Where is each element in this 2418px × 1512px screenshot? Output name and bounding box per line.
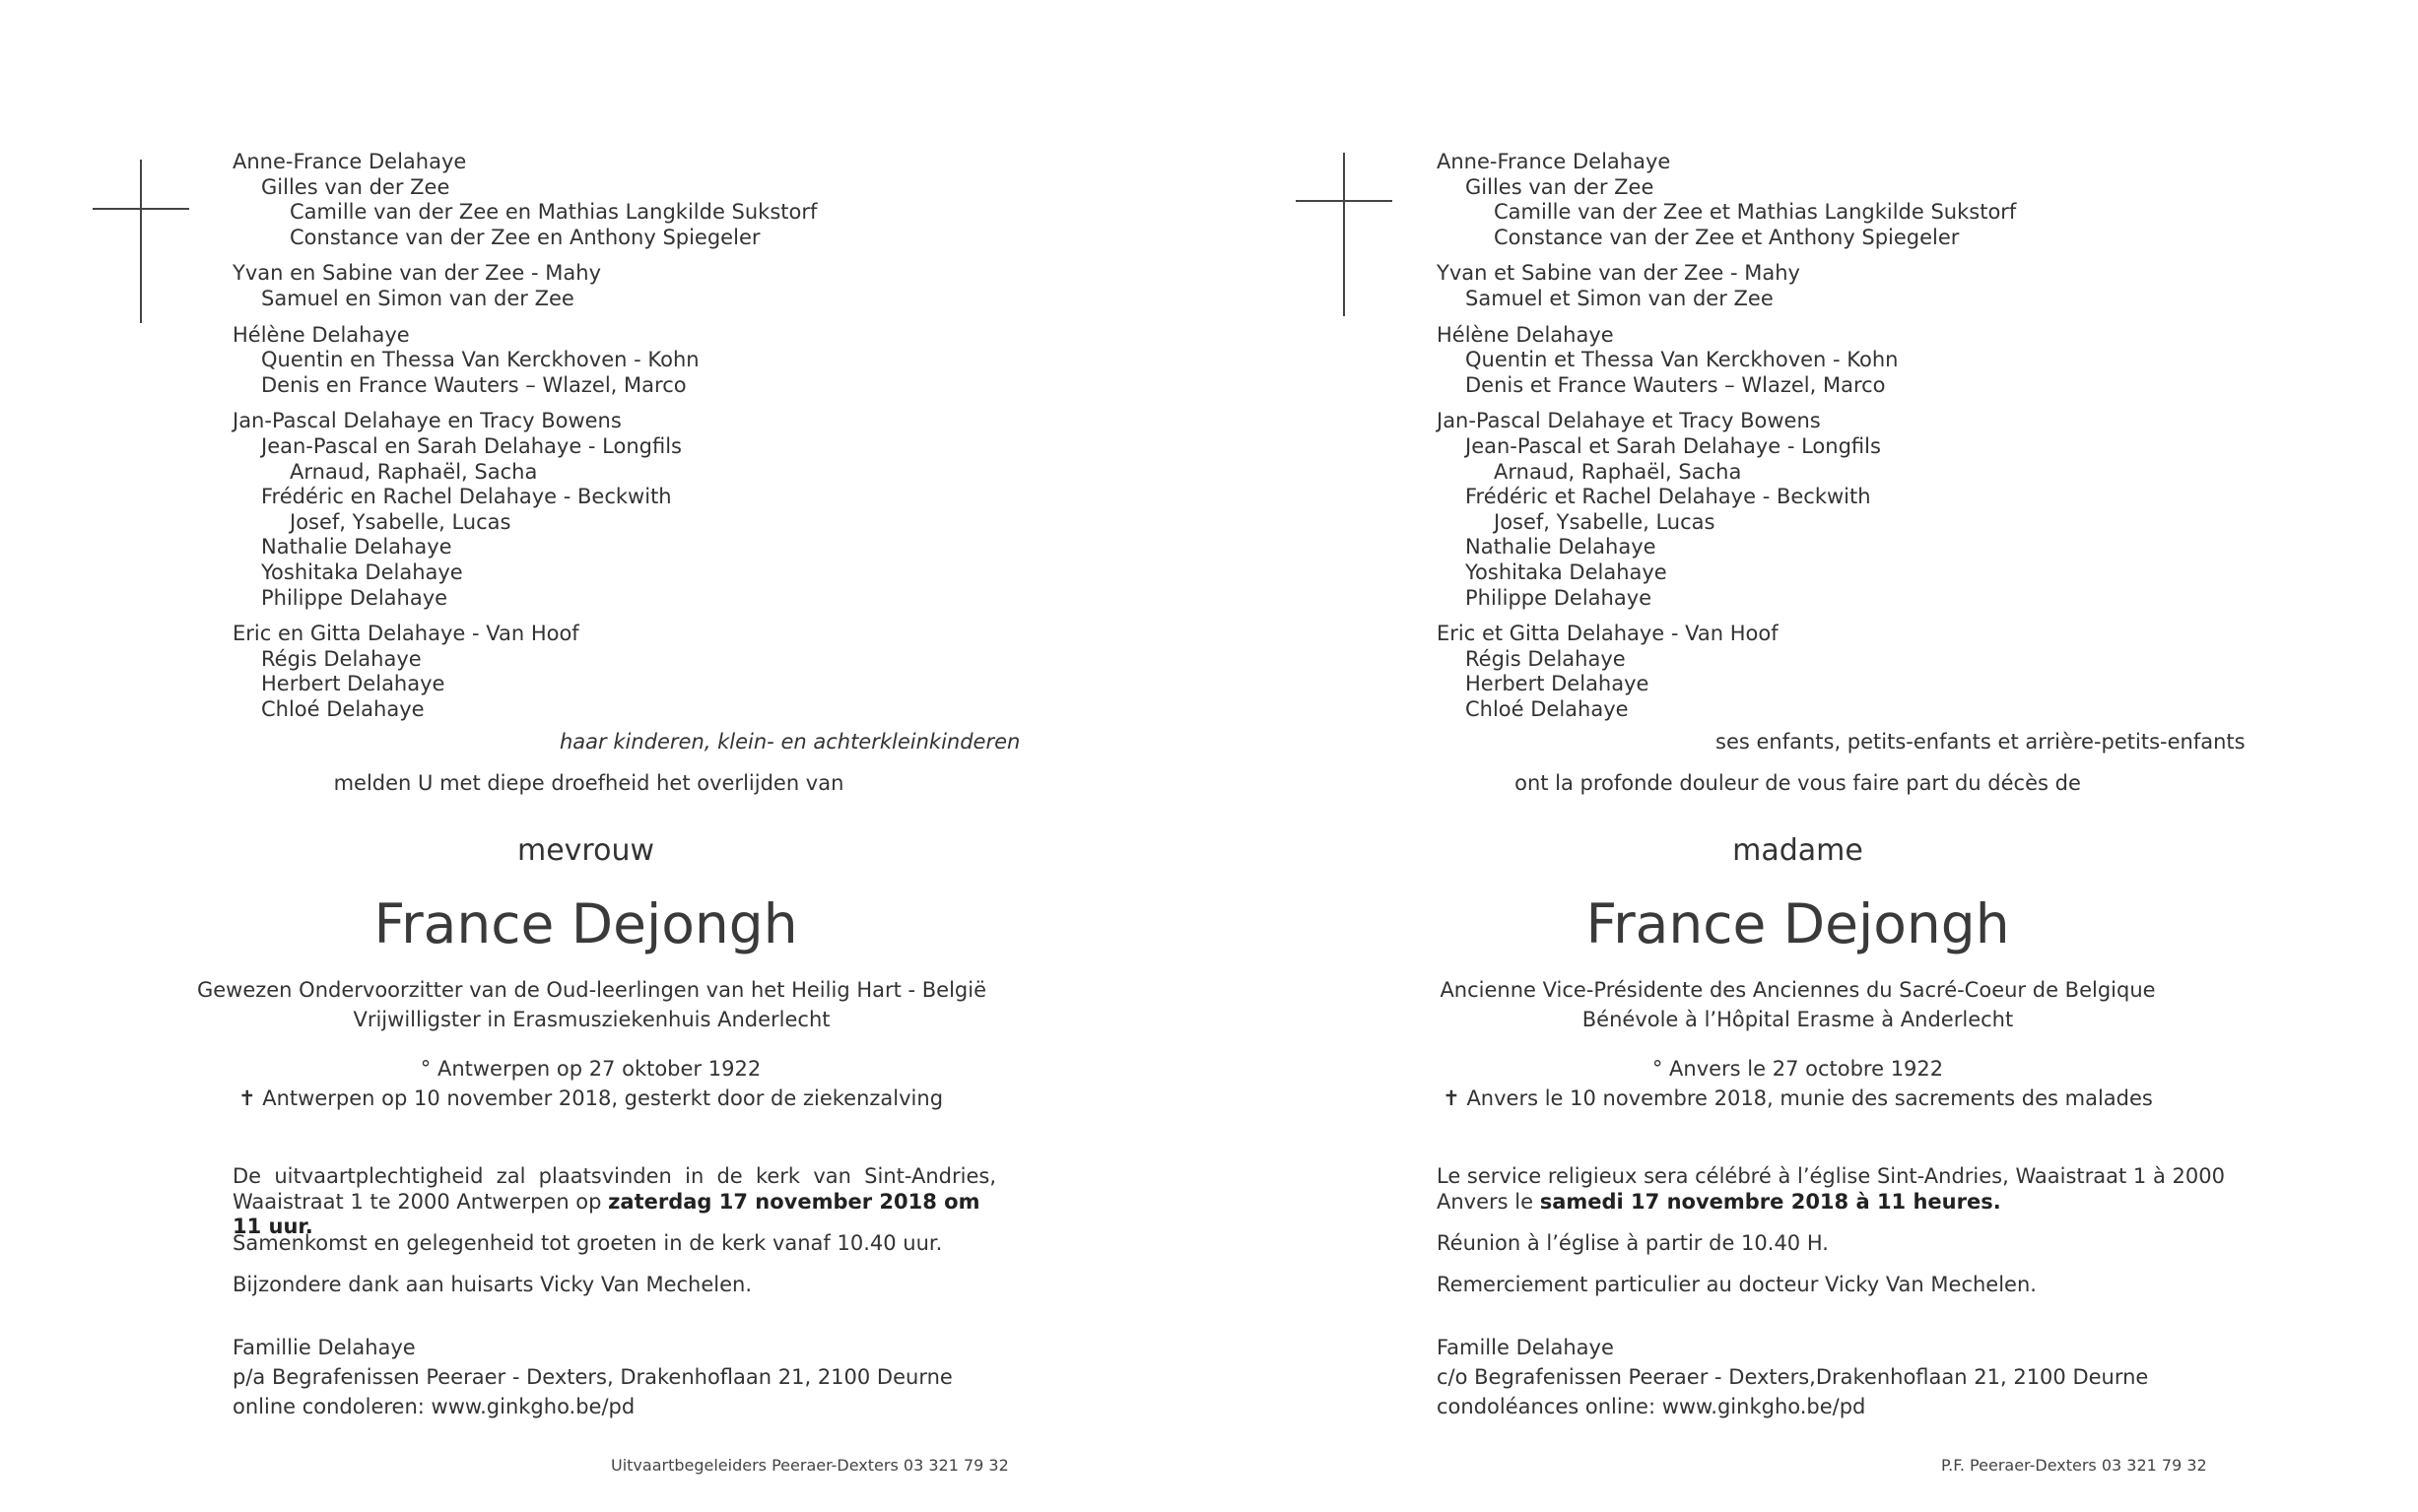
role-line-2: Vrijwilligster in Erasmusziekenhuis Anderlecht <box>353 1008 831 1031</box>
family-member: Frédéric et Rachel Delahaye - Beckwith <box>1465 485 1871 509</box>
family-member: Josef, Ysabelle, Lucas <box>1494 509 1715 534</box>
family-member: Josef, Ysabelle, Lucas <box>290 509 511 534</box>
family-group <box>1437 409 2016 611</box>
family-member: Constance van der Zee et Anthony Spiegeler <box>1494 225 1960 249</box>
family-member: Eric en Gitta Delahaye - Van Hoof <box>233 622 579 646</box>
family-member: Jan-Pascal Delahaye en Tracy Bowens <box>233 409 622 433</box>
role-line-1: Gewezen Ondervoorzitter van de Oud-leerlingen van het Heilig Hart - België <box>196 978 987 1002</box>
family-member: Denis en France Wauters – Wlazel, Marco <box>261 372 687 397</box>
family-member: Anne-France Delahaye <box>233 150 467 173</box>
thanks-line: Remerciement particulier au docteur Vicky Van Mechelen. <box>1437 1273 2037 1296</box>
honorific-title: mevrouw <box>516 833 654 868</box>
family-member: Constance van der Zee en Anthony Spiegeler <box>290 225 761 249</box>
family-group <box>233 622 817 722</box>
family-member: Yoshitaka Delahaye <box>261 559 463 584</box>
family-member: Arnaud, Raphaël, Sacha <box>1494 459 1742 484</box>
family-member: Camille van der Zee en Mathias Langkilde Sukstorf <box>290 200 818 225</box>
signature-address: c/o Begrafenissen Peeraer - Dexters,Drakenhoflaan 21, 2100 Deurne <box>1437 1365 2149 1389</box>
deceased-name: France Dejongh <box>373 892 798 955</box>
family-member: Gilles van der Zee <box>1465 174 1654 199</box>
gathering-line: Réunion à l’église à partir de 10.40 H. <box>1437 1231 1829 1255</box>
service-paragraph <box>1437 1164 2225 1215</box>
family-group <box>1437 622 2016 722</box>
death-text: Antwerpen op 10 november 2018, gesterkt door de ziekenzalving <box>255 1086 944 1110</box>
family-member: Hélène Delahaye <box>233 322 410 347</box>
service-paragraph <box>233 1164 996 1240</box>
family-member: Chloé Delahaye <box>261 696 425 721</box>
family-group <box>233 409 817 611</box>
family-member: Denis et France Wauters – Wlazel, Marco <box>1465 372 1886 397</box>
service-line-1: De uitvaartplechtigheid zal plaatsvinden in de kerk van Sint-Andries, <box>233 1164 996 1188</box>
family-list <box>1437 150 2016 722</box>
signature-online: online condoleren: www.ginkgho.be/pd <box>233 1395 636 1418</box>
signature-online: condoléances online: www.ginkgho.be/pd <box>1437 1395 1866 1418</box>
family-member: Nathalie Delahaye <box>1465 535 1656 559</box>
family-member: Frédéric en Rachel Delahaye - Beckwith <box>261 485 672 509</box>
cross-symbol: ✝ <box>1443 1086 1460 1110</box>
honorific-title: madame <box>1732 833 1863 868</box>
panel-french <box>1209 0 2418 1512</box>
relation-line: ses enfants, petits-enfants et arrière-petits-enfants <box>1715 730 2246 754</box>
signature-address: p/a Begrafenissen Peeraer - Dexters, Drakenhoflaan 21, 2100 Deurne <box>233 1365 953 1389</box>
birth-line: ° Antwerpen op 27 oktober 1922 <box>420 1057 762 1081</box>
deceased-name: France Dejongh <box>1585 892 2010 955</box>
footer-undertaker: Uitvaartbegeleiders Peeraer-Dexters 03 321 79 32 <box>611 1456 1009 1475</box>
service-location: Waaistraat 1 te 2000 Antwerpen op <box>233 1189 609 1214</box>
family-member: Arnaud, Raphaël, Sacha <box>290 459 538 484</box>
family-member: Yoshitaka Delahaye <box>1465 559 1667 584</box>
family-member: Samuel en Simon van der Zee <box>261 286 574 310</box>
service-date: zaterdag 17 november 2018 om 11 uur. <box>233 1189 980 1239</box>
cross-icon-horizontal <box>1296 200 1392 202</box>
family-member: Samuel et Simon van der Zee <box>1465 286 1774 310</box>
family-member: Eric et Gitta Delahaye - Van Hoof <box>1437 622 1779 646</box>
family-member: Philippe Delahaye <box>261 585 448 610</box>
birth-line: ° Anvers le 27 octobre 1922 <box>1651 1057 1944 1081</box>
death-text: Anvers le 10 novembre 2018, munie des sacrements des malades <box>1459 1086 2153 1110</box>
family-member: Hélène Delahaye <box>1437 322 1614 347</box>
family-member: Herbert Delahaye <box>261 672 445 696</box>
cross-icon-horizontal <box>93 208 189 210</box>
family-group <box>1437 261 2016 311</box>
family-member: Régis Delahaye <box>1465 646 1626 671</box>
thanks-line: Bijzondere dank aan huisarts Vicky Van Mechelen. <box>233 1273 753 1296</box>
family-list <box>233 150 817 722</box>
role-line-2: Bénévole à l’Hôpital Erasme à Anderlecht <box>1581 1008 2014 1031</box>
family-group <box>233 323 817 399</box>
announcement: melden U met diepe droefheid het overlijden van <box>333 771 844 795</box>
cross-symbol: ✝ <box>237 1086 256 1110</box>
cross-icon-vertical <box>140 160 142 323</box>
family-member: Régis Delahaye <box>261 646 422 671</box>
relation-line: haar kinderen, klein- en achterkleinkinderen <box>560 730 1021 754</box>
service-line-1: Le service religieux sera célébré à l’église Sint-Andries, Waaistraat 1 à 2000 <box>1437 1164 2225 1188</box>
service-date: samedi 17 novembre 2018 à 11 heures. <box>1539 1189 2001 1214</box>
family-member: Camille van der Zee et Mathias Langkilde Sukstorf <box>1494 200 2017 225</box>
family-group <box>1437 150 2016 250</box>
family-member: Herbert Delahaye <box>1465 672 1649 696</box>
family-member: Jan-Pascal Delahaye et Tracy Bowens <box>1437 409 1821 433</box>
family-group <box>1437 323 2016 399</box>
family-group <box>233 150 817 250</box>
family-member: Quentin en Thessa Van Kerckhoven - Kohn <box>261 348 700 372</box>
family-group <box>233 261 817 311</box>
family-member: Gilles van der Zee <box>261 174 450 199</box>
death-line <box>1193 1086 2402 1110</box>
family-member: Philippe Delahaye <box>1465 585 1652 610</box>
family-member: Yvan et Sabine van der Zee - Mahy <box>1437 261 1800 286</box>
family-member: Jean-Pascal en Sarah Delahaye - Longfils <box>261 433 682 458</box>
cross-icon-vertical <box>1343 153 1345 316</box>
family-member: Chloé Delahaye <box>1465 696 1629 721</box>
family-member: Anne-France Delahaye <box>1437 150 1671 173</box>
family-member: Nathalie Delahaye <box>261 535 452 559</box>
gathering-line: Samenkomst en gelegenheid tot groeten in de kerk vanaf 10.40 uur. <box>233 1231 943 1255</box>
role-line-1: Ancienne Vice-Présidente des Anciennes du Sacré-Coeur de Belgique <box>1440 978 2156 1002</box>
service-location: Anvers le <box>1437 1189 1540 1214</box>
signature-family: Famille Delahaye <box>1437 1336 1614 1359</box>
service-line-2 <box>1437 1190 2200 1216</box>
death-line <box>0 1086 1195 1110</box>
announcement: ont la profonde douleur de vous faire part du décès de <box>1514 771 2081 795</box>
family-member: Jean-Pascal et Sarah Delahaye - Longfils <box>1465 433 1881 458</box>
footer-undertaker: P.F. Peeraer-Dexters 03 321 79 32 <box>1941 1456 2207 1475</box>
family-member: Quentin et Thessa Van Kerckhoven - Kohn <box>1465 348 1899 372</box>
family-member: Yvan en Sabine van der Zee - Mahy <box>233 261 602 286</box>
signature-family: Famillie Delahaye <box>233 1336 416 1359</box>
